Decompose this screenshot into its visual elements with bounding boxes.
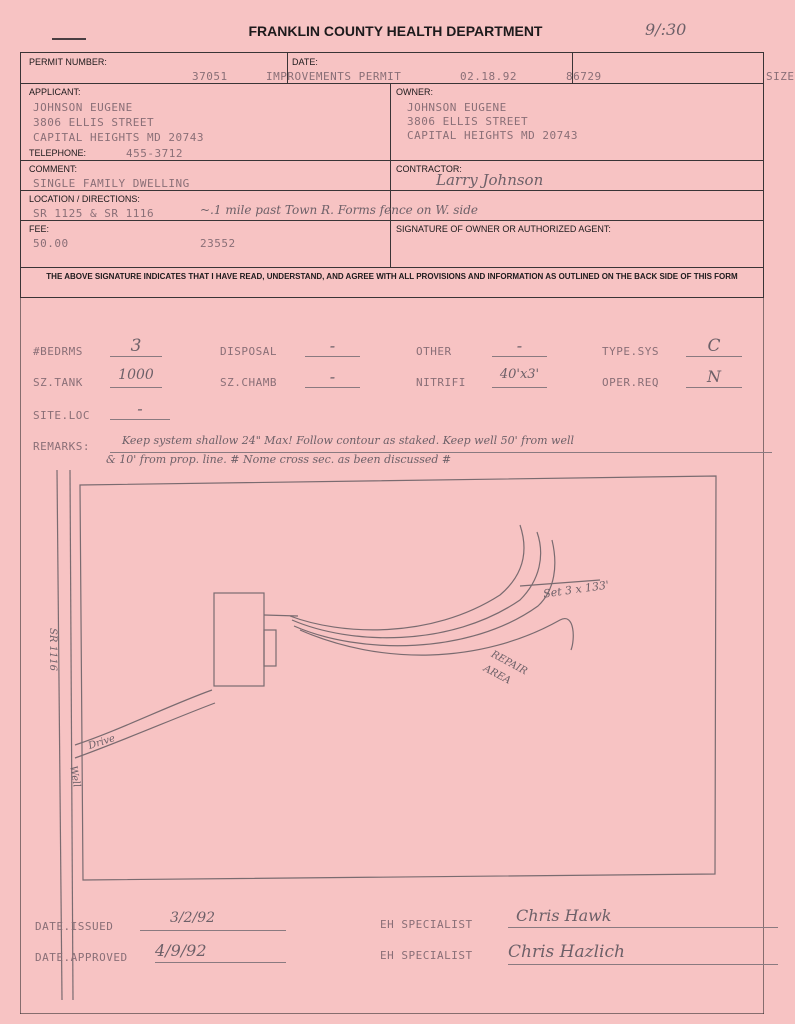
owner-city: CAPITAL HEIGHTS MD 20743	[407, 129, 578, 142]
remarks-line-1: Keep system shallow 24" Max! Follow contour as staked. Keep well 50' from well	[122, 434, 574, 447]
fee-label: FEE:	[29, 224, 50, 234]
permit-number-label: PERMIT NUMBER:	[29, 57, 107, 67]
disposal-label: DISPOSAL	[220, 345, 277, 358]
applicant-city: CAPITAL HEIGHTS MD 20743	[33, 131, 204, 144]
date-label: DATE:	[292, 57, 318, 67]
nitrifi-value: 40'x3'	[492, 367, 547, 388]
operreq-label: OPER.REQ	[602, 376, 659, 389]
contractor-signature: Larry Johnson	[436, 171, 544, 189]
siteloc-value: -	[110, 399, 170, 420]
sztank-value: 1000	[110, 367, 162, 388]
owner-name: JOHNSON EUGENE	[407, 101, 507, 114]
applicant-name: JOHNSON EUGENE	[33, 101, 133, 114]
sztank-label: SZ.TANK	[33, 376, 83, 389]
owner-street: 3806 ELLIS STREET	[407, 115, 529, 128]
contractor-label: CONTRACTOR:	[396, 164, 462, 174]
road-label: SR 1116	[47, 628, 58, 672]
owner-label: OWNER:	[396, 87, 433, 97]
corner-note: 9/:30	[645, 20, 687, 39]
bedrms-label: #BEDRMS	[33, 345, 83, 358]
well-label: Well	[67, 765, 82, 789]
szchamb-label: SZ.CHAMB	[220, 376, 277, 389]
drive-label: Drive	[86, 733, 117, 752]
operreq-value: N	[686, 367, 742, 388]
eh-specialist-label-2: EH SPECIALIST	[380, 949, 473, 962]
date-approved-value: 4/9/92	[155, 941, 286, 963]
eh-specialist-signature-2: Chris Hazlich	[508, 942, 778, 965]
repair-area-label: REPAIR AREA	[481, 649, 529, 687]
fee-receipt: 23552	[200, 237, 236, 250]
telephone-value: 455-3712	[126, 147, 183, 160]
date-approved-label: DATE.APPROVED	[35, 951, 128, 964]
disposal-value: -	[305, 336, 360, 357]
location-handwritten: ~.1 mile past Town R. Forms fence on W. side	[200, 203, 478, 217]
date-issued-value: 3/2/92	[140, 910, 286, 931]
comment-value: SINGLE FAMILY DWELLING	[33, 177, 190, 190]
eh-specialist-signature-1: Chris Hawk	[508, 906, 778, 928]
nitrifi-label: NITRIFI	[416, 376, 466, 389]
location-typed: SR 1125 & SR 1116	[33, 207, 155, 220]
permit-code-value: 86729	[566, 70, 602, 83]
remarks-label: REMARKS:	[33, 440, 90, 453]
agreement-notice: THE ABOVE SIGNATURE INDICATES THAT I HAVE READ, UNDERSTAND, AND AGREE WITH ALL PROVISIONS AND INFORMATION AS OUTLINED ON THE BACK SIDE OF THIS FORM	[46, 272, 738, 281]
siteloc-label: SITE.LOC	[33, 409, 90, 422]
telephone-label: TELEPHONE:	[29, 148, 87, 158]
typesys-label: TYPE.SYS	[602, 345, 659, 358]
location-label: LOCATION / DIRECTIONS:	[29, 194, 140, 204]
form-title: FRANKLIN COUNTY HEALTH DEPARTMENT	[248, 23, 543, 39]
other-label: OTHER	[416, 345, 452, 358]
permit-number-value: 37051	[192, 70, 228, 83]
set-label: Set 3 x 133'	[542, 578, 610, 601]
fee-amount: 50.00	[33, 237, 69, 250]
remarks-line-2: & 10' from prop. line. # Nome cross sec. as been discussed #	[106, 453, 452, 466]
typesys-value: C	[686, 336, 742, 357]
permit-date-value: 02.18.92	[460, 70, 517, 83]
date-issued-label: DATE.ISSUED	[35, 920, 114, 933]
comment-label: COMMENT:	[29, 164, 77, 174]
permit-trailing-value: SIZE	[766, 70, 795, 83]
applicant-street: 3806 ELLIS STREET	[33, 116, 155, 129]
applicant-label: APPLICANT:	[29, 87, 81, 97]
other-value: -	[492, 336, 547, 357]
signature-label: SIGNATURE OF OWNER OR AUTHORIZED AGENT:	[396, 224, 611, 234]
permit-type-value: IMPROVEMENTS PERMIT	[266, 70, 402, 83]
eh-specialist-label-1: EH SPECIALIST	[380, 918, 473, 931]
szchamb-value: -	[305, 367, 360, 388]
bedrms-value: 3	[110, 336, 162, 357]
